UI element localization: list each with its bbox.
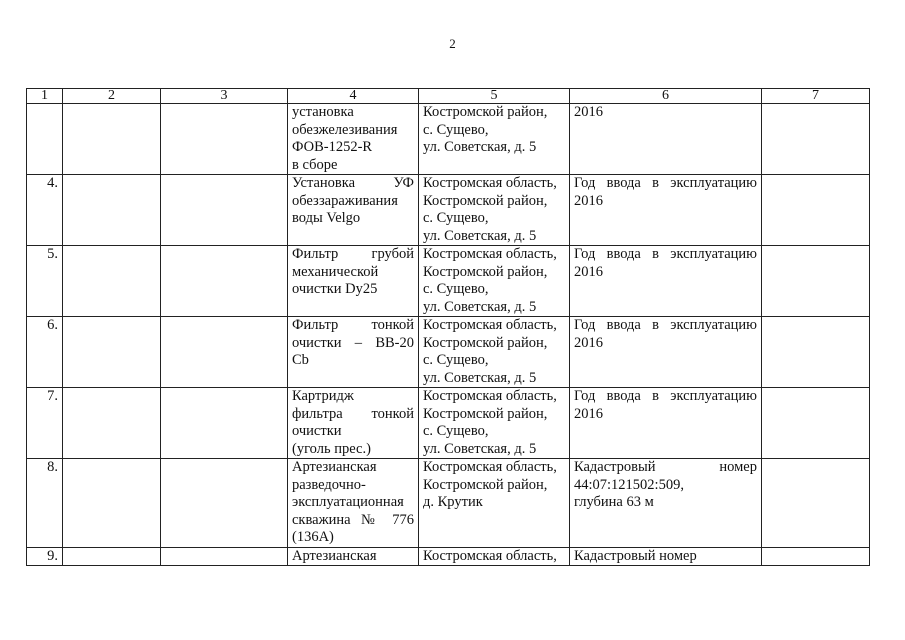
details-cell	[570, 459, 762, 548]
cell-line: д. Крутик	[423, 494, 483, 510]
table-row	[27, 459, 870, 548]
cell-line: Год ввода в эксплуатацию	[574, 246, 757, 262]
object-name-cell	[288, 317, 419, 388]
cell-col-3	[161, 388, 288, 459]
cell-line: Картридж	[292, 388, 354, 404]
cell-col-3	[161, 547, 288, 566]
header-row	[27, 89, 870, 104]
cell-line: воды Velgo	[292, 210, 361, 226]
cell-line: эксплуатационная	[292, 494, 404, 510]
details-cell	[570, 246, 762, 317]
cell-line: Костромской район,	[423, 104, 548, 120]
table-row	[27, 104, 870, 175]
cell-col-3	[161, 246, 288, 317]
header-cell: 5	[419, 89, 570, 104]
object-name-cell	[288, 175, 419, 246]
row-number-cell: 6.	[27, 317, 63, 388]
header-cell: 7	[762, 89, 870, 104]
cell-line: с. Сущево,	[423, 423, 489, 439]
address-cell	[419, 388, 570, 459]
cell-line: (уголь прес.)	[292, 440, 371, 457]
row-number-cell: 9.	[27, 547, 63, 566]
cell-line: (136А)	[292, 529, 334, 545]
cell-line: с. Сущево,	[423, 121, 489, 138]
cell-line: Артезианская	[292, 459, 377, 475]
cell-col-2	[63, 104, 161, 175]
cell-line: Костромская область,	[423, 317, 557, 333]
cell-line: Год ввода в эксплуатацию	[574, 317, 757, 333]
cell-line: Костромской район,	[423, 405, 548, 422]
cell-line: очистки – ВВ-20	[292, 334, 414, 351]
cell-col-7	[762, 459, 870, 548]
cell-line: 2016	[574, 405, 603, 422]
cell-line: фильтра тонкой	[292, 405, 414, 422]
cell-col-2	[63, 459, 161, 548]
cell-col-2	[63, 388, 161, 459]
row-number-cell: 4.	[27, 175, 63, 246]
header-cell: 1	[27, 89, 63, 104]
cell-line: 2016	[574, 263, 603, 280]
cell-col-3	[161, 317, 288, 388]
cell-line: ул. Советская, д. 5	[423, 298, 537, 315]
cell-line: Костромская область,	[423, 459, 557, 475]
inventory-table	[26, 88, 870, 566]
cell-line: Костромская область,	[423, 547, 557, 564]
details-cell	[570, 317, 762, 388]
cell-line: Фильтр грубой	[292, 246, 414, 262]
cell-line: Фильтр тонкой	[292, 317, 414, 333]
cell-line: 2016	[574, 192, 603, 209]
cell-line: ул. Советская, д. 5	[423, 139, 537, 155]
cell-line: Костромской район,	[423, 263, 548, 280]
table-row	[27, 388, 870, 459]
table-row	[27, 175, 870, 246]
cell-col-7	[762, 547, 870, 566]
cell-col-7	[762, 104, 870, 175]
address-cell	[419, 547, 570, 566]
details-cell	[570, 104, 762, 175]
cell-line: с. Сущево,	[423, 210, 489, 226]
cell-line: Кадастровый номер	[574, 547, 697, 564]
header-cell: 3	[161, 89, 288, 104]
cell-col-7	[762, 317, 870, 388]
cell-line: установка	[292, 104, 354, 120]
row-number-cell: 7.	[27, 388, 63, 459]
cell-col-7	[762, 246, 870, 317]
cell-line: Год ввода в эксплуатацию	[574, 388, 757, 404]
cell-line: с. Сущево,	[423, 352, 489, 368]
address-cell	[419, 175, 570, 246]
cell-line: Cb	[292, 352, 309, 368]
cell-line: Костромской район,	[423, 334, 548, 351]
details-cell	[570, 175, 762, 246]
cell-col-7	[762, 175, 870, 246]
address-cell	[419, 104, 570, 175]
cell-line: Год ввода в эксплуатацию	[574, 175, 757, 191]
cell-line: обеззараживания	[292, 192, 398, 209]
row-number-cell	[27, 104, 63, 175]
object-name-cell	[288, 459, 419, 548]
cell-line: 2016	[574, 334, 603, 351]
cell-line: очистки Dy25	[292, 281, 378, 297]
header-cell: 6	[570, 89, 762, 104]
cell-line: Костромская область,	[423, 246, 557, 262]
cell-line: в сборе	[292, 156, 338, 173]
cell-line: ул. Советская, д. 5	[423, 440, 537, 457]
cell-line: ФОВ-1252-R	[292, 139, 373, 155]
cell-line: Костромской район,	[423, 192, 548, 209]
cell-line: Костромская область,	[423, 388, 557, 404]
cell-line: скважина № 776	[292, 511, 414, 528]
header-cell: 4	[288, 89, 419, 104]
cell-line: разведочно-	[292, 476, 366, 493]
cell-col-3	[161, 459, 288, 548]
cell-col-2	[63, 317, 161, 388]
row-number-cell: 8.	[27, 459, 63, 548]
cell-line: Установка УФ	[292, 175, 414, 191]
row-number-cell: 5.	[27, 246, 63, 317]
table-row	[27, 317, 870, 388]
header-cell: 2	[63, 89, 161, 104]
details-cell	[570, 388, 762, 459]
cell-line: Кадастровый номер	[574, 459, 757, 475]
cell-line: с. Сущево,	[423, 281, 489, 297]
cell-col-2	[63, 547, 161, 566]
cell-col-3	[161, 175, 288, 246]
page-number: 2	[449, 36, 456, 51]
table-row	[27, 246, 870, 317]
object-name-cell	[288, 547, 419, 566]
cell-line: механической	[292, 263, 379, 280]
cell-col-7	[762, 388, 870, 459]
cell-col-3	[161, 104, 288, 175]
cell-line: Костромской район,	[423, 476, 548, 493]
address-cell	[419, 459, 570, 548]
object-name-cell	[288, 246, 419, 317]
cell-line: обезжелезивания	[292, 121, 398, 138]
cell-col-2	[63, 246, 161, 317]
cell-col-2	[63, 175, 161, 246]
address-cell	[419, 246, 570, 317]
cell-line: Артезианская	[292, 547, 377, 564]
cell-line: очистки	[292, 423, 342, 439]
cell-line: ул. Советская, д. 5	[423, 369, 537, 386]
address-cell	[419, 317, 570, 388]
cell-line: ул. Советская, д. 5	[423, 227, 537, 244]
cell-line: 2016	[574, 104, 603, 120]
table-row	[27, 547, 870, 566]
object-name-cell	[288, 104, 419, 175]
object-name-cell	[288, 388, 419, 459]
details-cell	[570, 547, 762, 566]
cell-line: глубина 63 м	[574, 494, 654, 510]
cell-line: Костромская область,	[423, 175, 557, 191]
cell-line: 44:07:121502:509,	[574, 476, 684, 493]
